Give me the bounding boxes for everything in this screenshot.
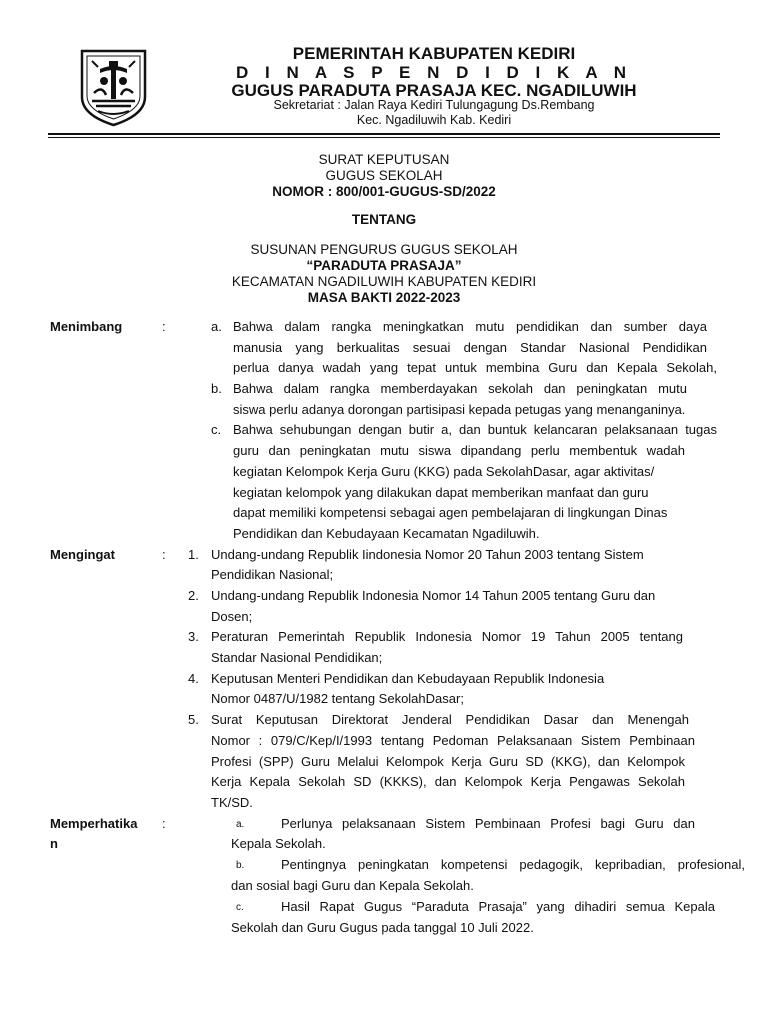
doc-subject-1: SUSUNAN PENGURUS GUGUS SEKOLAH	[250, 242, 518, 257]
doc-subject-2: “PARADUTA PRASAJA”	[306, 258, 462, 273]
item-marker: c.	[236, 902, 244, 913]
item-marker: 4.	[188, 671, 199, 686]
doc-tentang: TENTANG	[351, 212, 417, 227]
header-address-2: Kec. Ngadiluwih Kab. Kediri	[356, 113, 512, 127]
item-marker: b.	[211, 381, 222, 396]
item-line: kegiatan Kelompok Kerja Guru (KKG) pada SekolahDasar, agar aktivitas/	[233, 464, 655, 479]
item-marker: 2.	[188, 588, 199, 603]
item-line: Sekolah dan Guru Gugus pada tanggal 10 Juli 2022.	[231, 920, 534, 935]
item-line: TK/SD.	[211, 795, 253, 810]
item-line: Undang-undang Republik Indonesia Nomor 14 Tahun 2005 tentang Guru dan	[211, 588, 656, 603]
doc-subject-4: MASA BAKTI 2022-2023	[307, 290, 461, 305]
header-address-1: Sekretariat : Jalan Raya Kediri Tulungagung Ds.Rembang	[273, 98, 595, 112]
item-line: Perlunya pelaksanaan Sistem Pembinaan Profesi bagi Guru dan	[281, 816, 695, 831]
item-line: Bahwa dalam rangka meningkatkan mutu pendidikan dan sumber daya	[233, 319, 707, 334]
item-marker: b.	[236, 860, 245, 871]
item-marker: 5.	[188, 712, 199, 727]
item-line: Peraturan Pemerintah Republik Indonesia Nomor 19 Tahun 2005 tentang	[211, 629, 683, 644]
doc-title-1: SURAT KEPUTUSAN	[318, 152, 450, 167]
item-line: Kerja Kepala Sekolah SD (KKKS), dan Kelompok Kerja Pengawas Sekolah	[211, 774, 685, 789]
item-line: Hasil Rapat Gugus “Paraduta Prasaja” yang dihadiri semua Kepala	[281, 899, 715, 914]
doc-title-2: GUGUS SEKOLAH	[325, 168, 443, 183]
section-label-menimbang: Menimbang	[50, 319, 123, 334]
item-line: Undang-undang Republik Iindonesia Nomor 20 Tahun 2003 tentang Sistem	[211, 547, 644, 562]
item-line: Nomor 0487/U/1982 tentang SekolahDasar;	[211, 691, 464, 706]
section-label-memperhatikan-cont: n	[50, 836, 58, 851]
section-colon: :	[162, 816, 166, 831]
item-line: Pendidikan Nasional;	[211, 567, 334, 582]
item-line: Dosen;	[211, 609, 253, 624]
section-label-memperhatikan: Memperhatika	[50, 816, 138, 831]
item-marker: a.	[236, 819, 245, 830]
section-colon: :	[162, 547, 166, 562]
item-line: perlua danya wadah yang tepat untuk membina Guru dan Kepala Sekolah,	[233, 360, 717, 375]
item-line: siswa perlu adanya dorongan partisipasi kepada petugas yang menanganinya.	[233, 402, 686, 417]
item-marker: a.	[211, 319, 222, 334]
item-line: kegiatan kelompok yang dilakukan dapat memberikan manfaat dan guru	[233, 485, 649, 500]
item-line: manusia yang berkualitas sesuai dengan Standar Nasional Pendidikan	[233, 340, 707, 355]
kediri-emblem-icon	[76, 47, 151, 127]
header-government: PEMERINTAH KABUPATEN KEDIRI	[292, 44, 576, 63]
header-agency: D I N A S P E N D I D I K A N	[236, 63, 632, 82]
item-line: Pendidikan dan Kebudayaan Kecamatan Ngadiluwih.	[233, 526, 540, 541]
header-rule-thick	[48, 133, 720, 135]
item-line: Standar Nasional Pendidikan;	[211, 650, 383, 665]
header-cluster: GUGUS PARADUTA PRASAJA KEC. NGADILUWIH	[231, 81, 637, 100]
item-line: guru dan peningkatan mutu siswa dipandang perlu membentuk wadah	[233, 443, 685, 458]
item-line: Kepala Sekolah.	[231, 836, 326, 851]
item-line: dapat memiliki kompetensi sebagai agen pembelajaran di lingkungan Dinas	[233, 505, 668, 520]
item-line: Profesi (SPP) Guru Melalui Kelompok Kerja Guru SD (KKG), dan Kelompok	[211, 754, 685, 769]
item-line: Bahwa sehubungan dengan butir a, dan buntuk kelancaran pelaksanaan tugas	[233, 422, 717, 437]
item-marker: 3.	[188, 629, 199, 644]
item-marker: c.	[211, 422, 222, 437]
item-line: Pentingnya peningkatan kompetensi pedagogik, kepribadian, profesional,	[281, 857, 745, 872]
section-colon: :	[162, 319, 166, 334]
item-line: Surat Keputusan Direktorat Jenderal Pendidikan Dasar dan Menengah	[211, 712, 689, 727]
header-rule-thin	[48, 137, 720, 138]
item-marker: 1.	[188, 547, 199, 562]
doc-subject-3: KECAMATAN NGADILUWIH KABUPATEN KEDIRI	[231, 274, 537, 289]
item-line: dan sosial bagi Guru dan Kepala Sekolah.	[231, 878, 474, 893]
section-label-mengingat: Mengingat	[50, 547, 115, 562]
item-line: Nomor : 079/C/Kep/I/1993 tentang Pedoman Pelaksanaan Sistem Pembinaan	[211, 733, 695, 748]
item-line: Bahwa dalam rangka memberdayakan sekolah dan peningkatan mutu	[233, 381, 687, 396]
doc-number: NOMOR : 800/001-GUGUS-SD/2022	[272, 184, 496, 199]
item-line: Keputusan Menteri Pendidikan dan Kebudayaan Republik Indonesia	[211, 671, 605, 686]
